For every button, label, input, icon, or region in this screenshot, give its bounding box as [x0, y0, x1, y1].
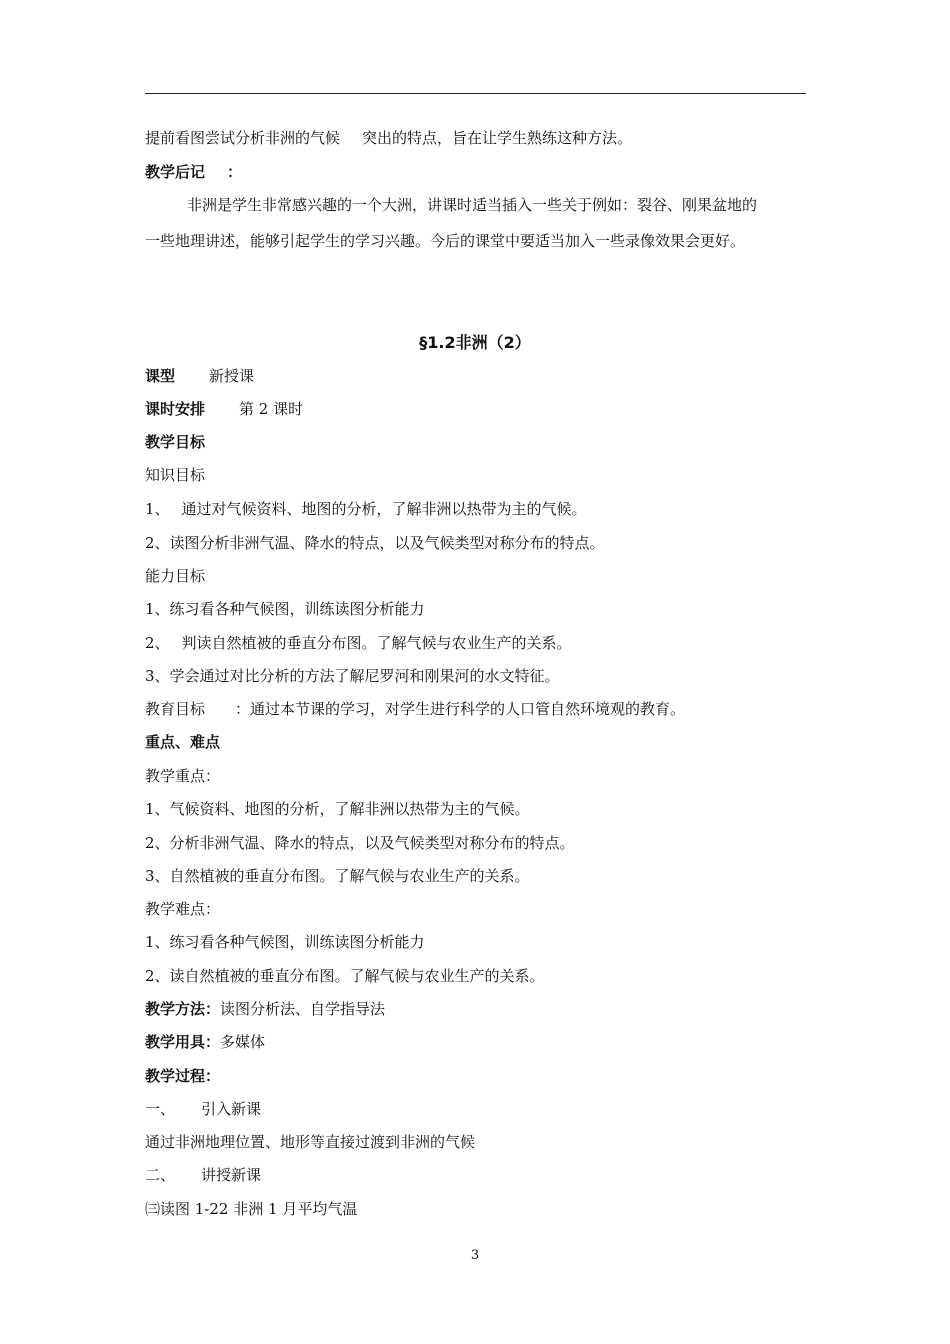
- tools-value: 多媒体: [220, 1033, 266, 1051]
- type-value: 新授课: [209, 367, 255, 385]
- header-rule: [145, 93, 806, 94]
- diff-item-2: 2、读自然植被的垂直分布图。了解气候与农业生产的关系。: [145, 967, 545, 985]
- knowledge-item-2: 2、读图分析非洲气温、降水的特点，以及气候类型对称分布的特点。: [145, 534, 605, 552]
- edu-label: 教育目标: [145, 700, 206, 718]
- step1-text: 引入新课: [201, 1100, 262, 1118]
- edu-text: ：通过本节课的学习，对学生进行科学的人口管自然环境观的教育。: [235, 700, 686, 718]
- step1-num: 一、: [145, 1100, 176, 1118]
- key-item-2: 2、分析非洲气温、降水的特点，以及气候类型对称分布的特点。: [145, 834, 575, 852]
- intro-text-cont: 突出的特点，旨在让学生熟练这种方法。: [362, 129, 633, 147]
- paragraph-intro: [145, 128, 632, 148]
- goals-heading: 教学目标: [145, 433, 206, 451]
- ability-item-3: 3、学会通过对比分析的方法了解尼罗河和刚果河的水文特征。: [145, 667, 560, 685]
- page-number: 3: [470, 1248, 480, 1263]
- houji-label: 教学后记: [145, 163, 206, 181]
- houji-text-line1: 非洲是学生非常感兴趣的一个大洲，讲课时适当插入一些关于例如：裂谷、刚果盆地的: [187, 196, 758, 214]
- houji-heading: [145, 162, 242, 182]
- step2-text: 讲授新课: [201, 1166, 262, 1184]
- type-label: 课型: [145, 367, 176, 385]
- tools-label: 教学用具：: [145, 1033, 221, 1051]
- ability-heading: 能力目标: [145, 567, 206, 585]
- method-label: 教学方法：: [145, 1000, 221, 1018]
- edu-goal: [145, 699, 685, 719]
- ability-item-2: [145, 633, 572, 653]
- key-item-1: 1、气候资料、地图的分析，了解非洲以热带为主的气候。: [145, 800, 530, 818]
- knowledge-heading: 知识目标: [145, 466, 206, 484]
- a2-text: 判读自然植被的垂直分布图。了解气候与农业生产的关系。: [181, 634, 572, 652]
- step-2: [145, 1165, 261, 1185]
- step-2-item: ㈢读图 1-22 非洲 1 月平均气温: [145, 1200, 358, 1218]
- step2-num: 二、: [145, 1166, 176, 1184]
- section-title: §1.2非洲（2）: [419, 333, 531, 352]
- diff-heading: 教学难点：: [145, 900, 221, 918]
- schedule-value: 第 2 课时: [239, 400, 304, 418]
- k1-text: 通过对气候资料、地图的分析，了解非洲以热带为主的气候。: [181, 500, 587, 518]
- schedule-label: 课时安排: [145, 400, 206, 418]
- process-heading: 教学过程：: [145, 1067, 221, 1085]
- houji-colon: ：: [227, 163, 243, 181]
- method-line: [145, 999, 385, 1019]
- method-value: 读图分析法、自学指导法: [220, 1000, 386, 1018]
- lesson-type: [145, 366, 254, 386]
- focus-heading: 重点、难点: [145, 733, 221, 751]
- knowledge-item-1: [145, 499, 587, 519]
- key-heading: 教学重点：: [145, 767, 221, 785]
- intro-text: 提前看图尝试分析非洲的气候: [145, 129, 341, 147]
- lesson-schedule: [145, 399, 303, 419]
- step-1-detail: 通过非洲地理位置、地形等直接过渡到非洲的气候: [145, 1133, 476, 1151]
- diff-item-1: 1、练习看各种气候图，训练读图分析能力: [145, 933, 425, 951]
- k1-num: 1、: [145, 500, 170, 518]
- ability-item-1: 1、练习看各种气候图，训练读图分析能力: [145, 600, 425, 618]
- tools-line: [145, 1032, 265, 1052]
- step-1: [145, 1099, 261, 1119]
- houji-text-line2: 一些地理讲述，能够引起学生的学习兴趣。今后的课堂中要适当加入一些录像效果会更好。: [145, 232, 746, 250]
- a2-num: 2、: [145, 634, 170, 652]
- key-item-3: 3、自然植被的垂直分布图。了解气候与农业生产的关系。: [145, 867, 530, 885]
